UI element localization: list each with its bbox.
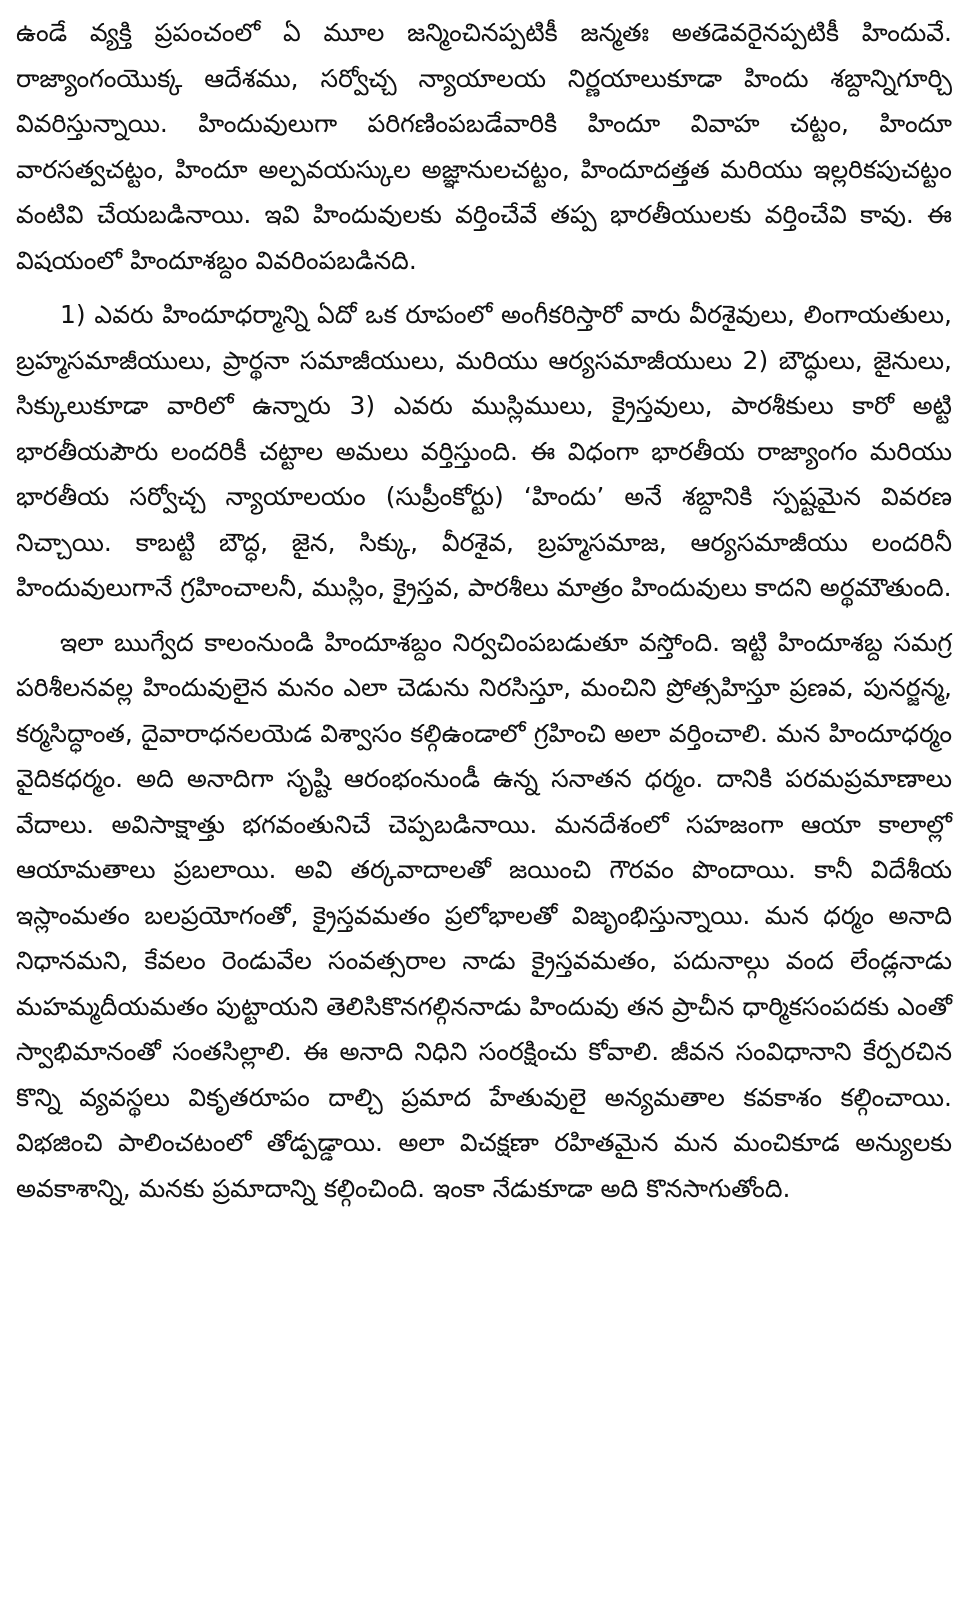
paragraph-1: ఉండే వ్యక్తి ప్రపంచంలో ఏ మూల జన్మించినప్పటికీ జన్మతః అతడెవరైనప్పటికీ హిందువే. రాజ్యాంగంయొక్క ఆదేశము, సర్వోచ్చ న్యాయాలయ నిర్ణయాలుకూడా హిందు శబ్దాన్నిగూర్చి వివరిస్తున్నాయి. హిందువులుగా పరిగణింపబడేవారికి హిందూ వివాహ చట్టం, హిందూ వారసత్వచట్టం, హిందూ అల్పవయస్కుల అజ్ఞానులచట్టం, హిందూదత్తత మరియు ఇల్లరికపుచట్టం వంటివి చేయబడినాయి. ఇవి హిందువులకు వర్తించేవే తప్ప భారతీయులకు వర్తించేవి కావు. ఈ విషయంలో హిందూశబ్దం వివరింపబడినది. [16, 18, 952, 275]
paragraph-2: 1) ఎవరు హిందూధర్మాన్ని ఏదో ఒక రూపంలో అంగీకరిస్తారో వారు వీరశైవులు, లింగాయతులు, బ్రహ్మసమాజీయులు, ప్రార్థనా సమాజీయులు, మరియు ఆర్యసమాజీయులు 2) బౌద్ధులు, జైనులు, సిక్కులుకూడా వారిలో ఉన్నారు 3) ఎవరు ముస్లిములు, క్రైస్తవులు, పారశీకులు కారో అట్టి భారతీయపౌరు లందరికీ చట్టాల అమలు వర్తిస్తుంది. ఈ విధంగా భారతీయ రాజ్యాంగం మరియు భారతీయ సర్వోచ్చ న్యాయాలయం (సుప్రీంకోర్టు) ‘హిందు’ అనే శబ్దానికి స్పష్టమైన వివరణ నిచ్చాయి. కాబట్టి బౌద్ధ, జైన, సిక్కు, వీరశైవ, బ్రహ్మసమాజ, ఆర్యసమాజీయు లందరినీ హిందువులుగానే గ్రహించాలనీ, ముస్లిం, క్రైస్తవ, పారశీలు మాత్రం హిందువులు కాదని అర్థమౌతుంది. [16, 300, 952, 602]
paragraph-3: ఇలా ఋగ్వేద కాలంనుండి హిందూశబ్దం నిర్వచింపబడుతూ వస్తోంది. ఇట్టి హిందూశబ్ద సమగ్ర పరిశీలనవల్ల హిందువులైన మనం ఎలా చెడును నిరసిస్తూ, మంచిని ప్రోత్సహిస్తూ ప్రణవ, పునర్జన్మ, కర్మసిద్ధాంత, దైవారాధనలయెడ విశ్వాసం కల్గిఉండాలో గ్రహించి అలా వర్తించాలి. మన హిందూధర్మం వైదికధర్మం. అది అనాదిగా సృష్టి ఆరంభంనుండీ ఉన్న సనాతన ధర్మం. దానికి పరమప్రమాణాలు వేదాలు. అవిసాక్షాత్తు భగవంతునిచే చెప్పబడినాయి. మనదేశంలో సహజంగా ఆయా కాలాల్లో ఆయామతాలు ప్రబలాయి. అవి తర్కవాదాలతో జయించి గౌరవం పొందాయి. కానీ విదేశీయ ఇస్లాంమతం బలప్రయోగంతో, క్రైస్తవమతం ప్రలోభాలతో విజృంభిస్తున్నాయి. మన ధర్మం అనాది నిధానమని, కేవలం రెండువేల సంవత్సరాల నాడు క్రైస్తవమతం, పదునాల్గు వంద లేండ్లనాడు మహమ్మదీయమతం పుట్టాయని తెలిసికొనగల్గిననాడు హిందువు తన ప్రాచీన ధార్మికసంపదకు ఎంతో స్వాభిమానంతో సంతసిల్లాలి. ఈ అనాది నిధిని సంరక్షించు కోవాలి. జీవన సంవిధానాని కేర్పరచిన కొన్ని వ్యవస్థలు వికృతరూపం దాల్చి ప్రమాద హేతువులై అన్యమతాల కవకాశం కల్గించాయి. విభజించి పాలించటంలో తోడ్పడ్డాయి. అలా విచక్షణా రహితమైన మన మంచికూడ అన్యులకు అవకాశాన్ని, మనకు ప్రమాదాన్ని కల్గించింది. ఇంకా నేడుకూడా అది కొనసాగుతోంది. [16, 627, 952, 1203]
